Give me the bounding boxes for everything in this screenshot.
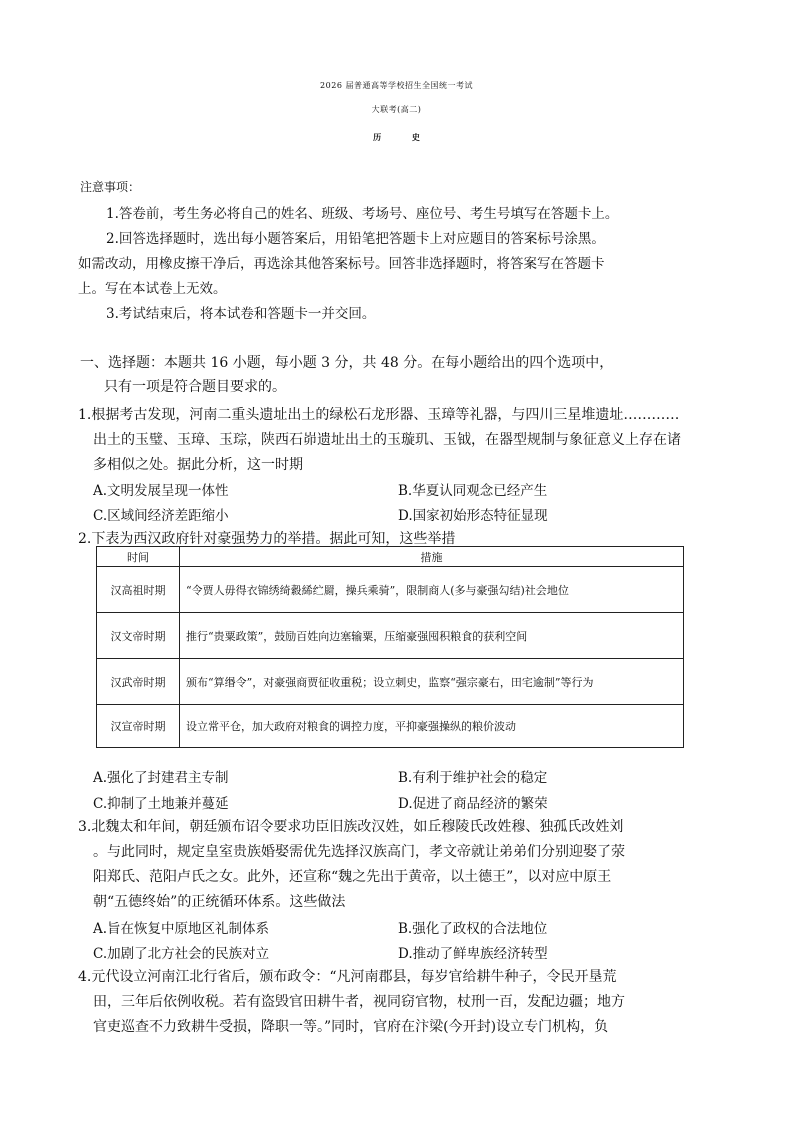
option-b[interactable]: B.华夏认同观念已经产生	[398, 483, 548, 499]
table-row	[97, 613, 684, 659]
measures-table	[96, 546, 684, 748]
question-line: 。与此同时，规定皇室贵族婚娶需优先选择汉族高门，孝文帝就让弟弟们分别迎娶了荥	[93, 844, 625, 860]
table-cell-period: 汉高祖时期	[97, 567, 180, 613]
notice-heading: 注意事项：	[80, 180, 141, 194]
option-c[interactable]: C.抑制了土地兼并蔓延	[93, 796, 229, 812]
option-c[interactable]: C.区域间经济差距缩小	[93, 508, 229, 524]
question-line: 2.下表为西汉政府针对豪强势力的举措。据此可知，这些举措	[78, 531, 456, 547]
table-row	[97, 705, 684, 748]
question-line: 田，三年后依例收税。若有盗毁官田耕牛者，视同窃官物，杖刑一百，发配边疆；地方	[93, 994, 625, 1010]
option-d[interactable]: D.推动了鲜卑族经济转型	[398, 946, 548, 962]
notice-item: 1.答卷前，考生务必将自己的姓名、班级、考场号、座位号、考生号填写在答题卡上。	[106, 206, 619, 222]
notice-item: 3.考试结束后，将本试卷和答题卡一并交回。	[106, 306, 376, 322]
exam-subtitle: 大联考(高二)	[371, 105, 422, 114]
option-c[interactable]: C.加剧了北方社会的民族对立	[93, 946, 270, 962]
table-header-row	[97, 547, 684, 567]
question-line: 3.北魏太和年间，朝廷颁布诏令要求功臣旧族改汉姓，如丘穆陵氏改姓穆、独孤氏改姓刘	[78, 819, 624, 835]
table-cell-measure: 设立常平仓，加大政府对粮食的调控力度，平抑豪强操纵的粮价波动	[180, 705, 684, 748]
table-cell-period: 汉文帝时期	[97, 613, 180, 659]
table-header: 措施	[180, 547, 684, 567]
notice-item: 如需改动，用橡皮擦干净后，再选涂其他答案标号。回答非选择题时，将答案写在答题卡	[78, 256, 605, 272]
table-row	[97, 659, 684, 705]
exam-title: 2026 届普通高等学校招生全国统一考试	[320, 81, 473, 90]
table-cell-measure: 颁布“算缗令”，对豪强商贾征收重税；设立刺史，监察“强宗豪右，田宅逾制”等行为	[180, 659, 684, 705]
notice-item: 上。写在本试卷上无效。	[78, 281, 227, 297]
option-d[interactable]: D.促进了商品经济的繁荣	[398, 796, 548, 812]
table-cell-period: 汉宣帝时期	[97, 705, 180, 748]
option-a[interactable]: A.文明发展呈现一体性	[93, 483, 229, 499]
question-line: 4.元代设立河南江北行省后，颁布政令：“凡河南郡县，每岁官给耕牛种子，令民开垦荒	[78, 969, 617, 985]
option-b[interactable]: B.有利于维护社会的稳定	[398, 770, 548, 786]
table-row	[97, 567, 684, 613]
option-d[interactable]: D.国家初始形态特征显现	[398, 508, 548, 524]
section-heading-cont: 只有一项是符合题目要求的。	[104, 379, 286, 395]
table-header: 时间	[97, 547, 180, 567]
question-line: 出土的玉璧、玉璋、玉琮，陕西石峁遗址出土的玉璇玑、玉钺，在器型规制与象征意义上存在诸	[93, 432, 681, 448]
question-line: 多相似之处。据此分析，这一时期	[93, 457, 303, 473]
question-line: 朝“五德终始”的正统循环体系。这些做法	[93, 894, 346, 910]
option-a[interactable]: A.旨在恢复中原地区礼制体系	[93, 921, 270, 937]
subject-title: 历 史	[373, 132, 434, 142]
table-cell-measure: “令贾人毋得衣锦绣绮縠絺纻罽，操兵乘骑”，限制商人(多与豪强勾结)社会地位	[180, 567, 684, 613]
section-heading: 一、选择题：本题共 16 小题，每小题 3 分，共 48 分。在每小题给出的四个选项中，	[80, 355, 614, 371]
question-line: 阳郑氏、范阳卢氏之女。此外，还宣称“魏之先出于黄帝，以土德王”，以对应中原王	[93, 869, 612, 885]
table-cell-measure: 推行“贵粟政策”，鼓励百姓向边塞输粟，压缩豪强囤积粮食的获利空间	[180, 613, 684, 659]
option-b[interactable]: B.强化了政权的合法地位	[398, 921, 548, 937]
notice-item: 2.回答选择题时，选出每小题答案后，用铅笔把答题卡上对应题目的答案标号涂黑。	[106, 231, 605, 247]
question-line: 1.根据考古发现，河南二重头遗址出土的绿松石龙形器、玉璋等礼器，与四川三星堆遗址…………	[78, 407, 680, 423]
option-a[interactable]: A.强化了封建君主专制	[93, 770, 229, 786]
question-line: 官吏巡查不力致耕牛受损，降职一等。”同时，官府在汴梁(今开封)设立专门机构，负	[93, 1019, 609, 1035]
table-cell-period: 汉武帝时期	[97, 659, 180, 705]
